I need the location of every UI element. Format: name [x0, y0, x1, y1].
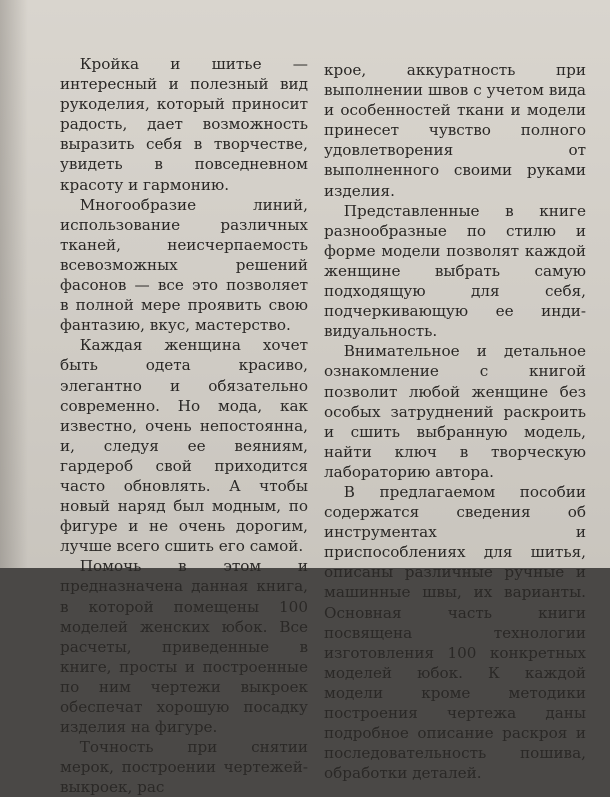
paragraph: Внимательное и детальное ознакомление с книгой позволит любой женщине без особых затруднений раскроить и сшить выбранную модель, найти ключ в творческую лабораторию автора.	[324, 342, 586, 481]
paragraph: В предлагаемом пособии содержатся сведения об инструментах и приспособлениях для шитья, описаны различные ручные и машинные швы, их варианты. Основная часть книги посвящена технологии изготовления 100 конкретных моделей юбок. К каждой модели кроме методики построения чертежа даны подробное описание раскроя и последовательность пошива, обработки деталей.	[324, 482, 586, 783]
paragraph: Многообразие линий, использование различных тканей, неисчерпаемость всевозможных решений фасонов — все это позволяет в полной мере проявить свою фантазию, вкус, мастерство.	[60, 195, 308, 335]
paragraph: крое, аккуратность при выполнении швов с учетом вида и особенностей ткани и модели принесет чувство полного удовлетворения от выполненного своими руками изделия.	[324, 61, 586, 200]
paragraph: Точность при снятии мерок, построении чертежей-выкроек, рас	[60, 738, 308, 797]
left-text-column	[60, 54, 308, 797]
right-text-column	[324, 60, 586, 783]
paragraph: Представленные в книге разнообразные по стилю и форме модели позволят каждой женщине выбрать самую подходящую для себя, подчеркивающую ее индивидуальность.	[324, 201, 586, 341]
paragraph: Помочь в этом и предназначена данная книга, в которой помещены 100 моделей женских юбок. Все расчеты, приведенные в книге, просты и построенные по ним чертежи выкроек обеспечат хорошую посадку изделия на фигуре.	[60, 557, 308, 737]
paragraph: Кройка и шитье — интересный и полезный вид рукоделия, который приносит радость, дает возможность выразить себя в творчестве, увидеть в повседневном красоту и гармонию.	[60, 55, 308, 194]
page-edge-shadow	[0, 0, 28, 568]
paragraph: Каждая женщина хочет быть одета красиво, элегантно и обязательно современно. Но мода, как известно, очень непостоянна, и, следуя ее веяниям, гардероб свой приходится часто обновлять. А чтобы новый наряд был модным, по фигуре и не очень дорогим, лучше всего сшить его самой.	[60, 336, 308, 556]
